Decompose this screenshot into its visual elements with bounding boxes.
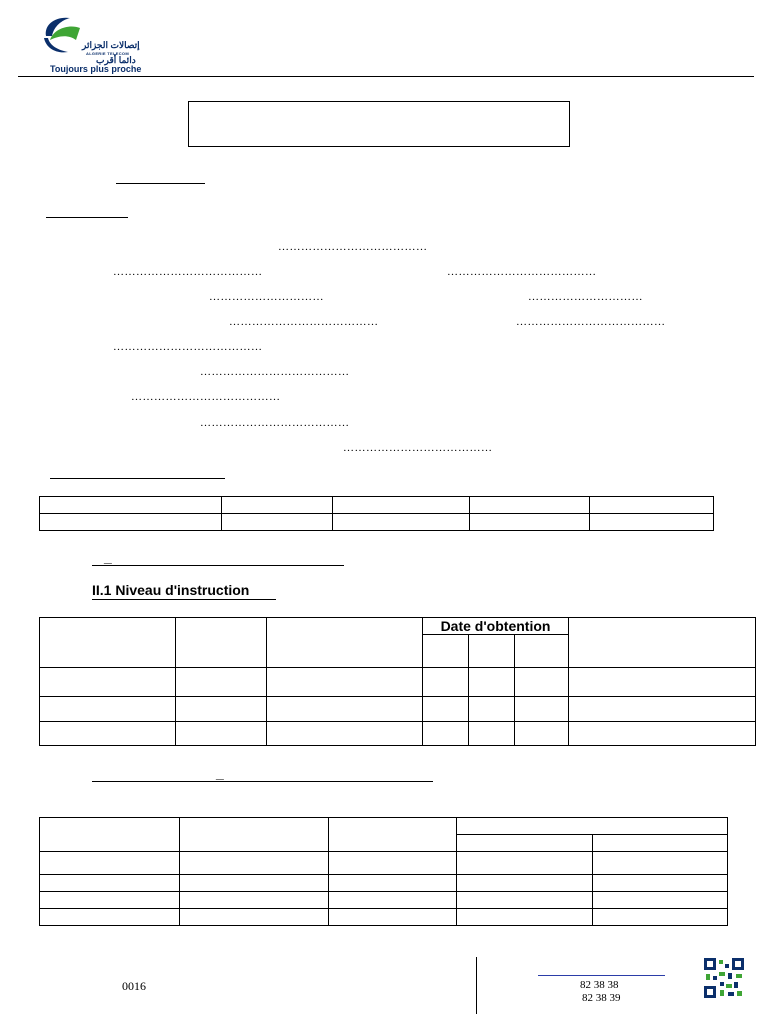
table-cell[interactable] bbox=[267, 697, 423, 722]
table-cell[interactable] bbox=[593, 852, 728, 875]
table-cell[interactable] bbox=[176, 697, 267, 722]
table-header-cell bbox=[569, 618, 756, 668]
section-heading-underline bbox=[116, 183, 205, 184]
table-header-cell bbox=[180, 818, 329, 852]
slogan: Toujours plus proche bbox=[50, 64, 142, 74]
date-obtention-header: Date d'obtention bbox=[423, 618, 569, 635]
table-header-cell bbox=[593, 835, 728, 852]
table-cell[interactable] bbox=[569, 722, 756, 746]
table-cell[interactable] bbox=[222, 497, 333, 514]
section-heading-underline bbox=[92, 565, 344, 566]
table-header-cell bbox=[40, 818, 180, 852]
table-header-row bbox=[40, 618, 756, 635]
table-cell[interactable] bbox=[423, 722, 469, 746]
experience-table bbox=[39, 817, 728, 926]
fill-line[interactable]: ………………………………… bbox=[516, 316, 666, 328]
table-cell[interactable] bbox=[423, 668, 469, 697]
table-cell[interactable] bbox=[329, 892, 457, 909]
table-cell[interactable] bbox=[457, 892, 593, 909]
table-cell[interactable] bbox=[40, 497, 222, 514]
table-cell[interactable] bbox=[267, 668, 423, 697]
section-heading-underline bbox=[92, 599, 276, 600]
table-cell[interactable] bbox=[569, 668, 756, 697]
section-heading-underline bbox=[92, 781, 433, 782]
fill-line[interactable]: ………………………………… bbox=[113, 341, 263, 353]
table-header-cell bbox=[457, 835, 593, 852]
fill-line[interactable]: ………………………………… bbox=[447, 266, 597, 278]
table-row bbox=[40, 697, 756, 722]
table-header-cell bbox=[515, 635, 569, 668]
table-row bbox=[40, 892, 728, 909]
fill-line[interactable]: ………………………………… bbox=[131, 391, 281, 403]
fill-line[interactable]: ………………………………… bbox=[343, 442, 493, 454]
dash-mark: _ bbox=[104, 549, 112, 565]
table-cell[interactable] bbox=[515, 668, 569, 697]
table-cell[interactable] bbox=[222, 514, 333, 531]
footer-link-underline[interactable] bbox=[538, 975, 665, 976]
table-cell[interactable] bbox=[267, 722, 423, 746]
table-cell[interactable] bbox=[469, 668, 515, 697]
table-header-cell bbox=[267, 618, 423, 668]
table-cell[interactable] bbox=[333, 497, 470, 514]
fill-line[interactable]: ………………………………… bbox=[113, 266, 263, 278]
table-row bbox=[40, 852, 728, 875]
table-row bbox=[40, 722, 756, 746]
slogan-arabic: دائما أقرب bbox=[96, 55, 136, 65]
table-cell[interactable] bbox=[40, 909, 180, 926]
table-row bbox=[40, 668, 756, 697]
table-cell[interactable] bbox=[40, 852, 180, 875]
table-cell[interactable] bbox=[176, 668, 267, 697]
table-cell[interactable] bbox=[333, 514, 470, 531]
footer-divider bbox=[476, 957, 477, 1014]
dash-mark: _ bbox=[216, 765, 224, 781]
table-cell[interactable] bbox=[593, 892, 728, 909]
section-heading-underline bbox=[50, 478, 225, 479]
table-row bbox=[40, 514, 714, 531]
table-cell[interactable] bbox=[40, 892, 180, 909]
table-cell[interactable] bbox=[469, 722, 515, 746]
table-header-cell bbox=[176, 618, 267, 668]
table-header-cell bbox=[457, 818, 728, 835]
table-cell[interactable] bbox=[180, 909, 329, 926]
table-cell[interactable] bbox=[176, 722, 267, 746]
fill-line[interactable]: ………………………………… bbox=[200, 366, 350, 378]
table-cell[interactable] bbox=[40, 668, 176, 697]
table-cell[interactable] bbox=[180, 875, 329, 892]
table-cell[interactable] bbox=[515, 697, 569, 722]
table-header-cell bbox=[469, 635, 515, 668]
table-header-cell bbox=[40, 618, 176, 668]
footer-phone-1: 82 38 38 bbox=[580, 979, 619, 991]
table-cell[interactable] bbox=[40, 697, 176, 722]
table-cell[interactable] bbox=[470, 514, 590, 531]
brand-arabic: إتصالات الجزائر bbox=[82, 40, 140, 50]
table-header-cell bbox=[329, 818, 457, 852]
table-cell[interactable] bbox=[40, 514, 222, 531]
table-header-row bbox=[40, 818, 728, 835]
footer-phone-2: 82 38 39 bbox=[582, 992, 621, 1004]
fill-line[interactable]: ………………………………… bbox=[229, 316, 379, 328]
table-cell[interactable] bbox=[470, 497, 590, 514]
table-cell[interactable] bbox=[469, 697, 515, 722]
table-cell[interactable] bbox=[180, 892, 329, 909]
table-cell[interactable] bbox=[40, 875, 180, 892]
header-rule bbox=[18, 76, 754, 77]
table-cell[interactable] bbox=[457, 909, 593, 926]
table-cell[interactable] bbox=[515, 722, 569, 746]
table-cell[interactable] bbox=[180, 852, 329, 875]
table-cell[interactable] bbox=[329, 875, 457, 892]
table-cell[interactable] bbox=[329, 909, 457, 926]
fill-line[interactable]: ………………………………… bbox=[200, 417, 350, 429]
table-row bbox=[40, 909, 728, 926]
fill-line[interactable]: ………………………… bbox=[528, 291, 643, 303]
table-cell[interactable] bbox=[457, 875, 593, 892]
table-cell[interactable] bbox=[457, 852, 593, 875]
table-header-cell bbox=[423, 635, 469, 668]
section-heading-niveau-instruction: II.1 Niveau d'instruction bbox=[92, 582, 250, 598]
info-table bbox=[39, 496, 714, 531]
table-cell[interactable] bbox=[423, 697, 469, 722]
table-cell[interactable] bbox=[329, 852, 457, 875]
footer-code: 0016 bbox=[122, 979, 146, 993]
table-row bbox=[40, 875, 728, 892]
education-table bbox=[39, 617, 756, 746]
title-box bbox=[188, 101, 570, 147]
table-cell[interactable] bbox=[569, 697, 756, 722]
table-cell[interactable] bbox=[593, 909, 728, 926]
table-row bbox=[40, 497, 714, 514]
subsection-heading-underline bbox=[46, 217, 128, 218]
fill-line[interactable]: ………………………… bbox=[209, 291, 324, 303]
table-cell[interactable] bbox=[590, 514, 714, 531]
brand-latin: ALGERIE TELECOM bbox=[86, 51, 129, 56]
fill-line[interactable]: ………………………………… bbox=[278, 241, 428, 253]
table-cell[interactable] bbox=[40, 722, 176, 746]
table-cell[interactable] bbox=[590, 497, 714, 514]
qr-code-icon bbox=[704, 958, 744, 998]
table-cell[interactable] bbox=[593, 875, 728, 892]
